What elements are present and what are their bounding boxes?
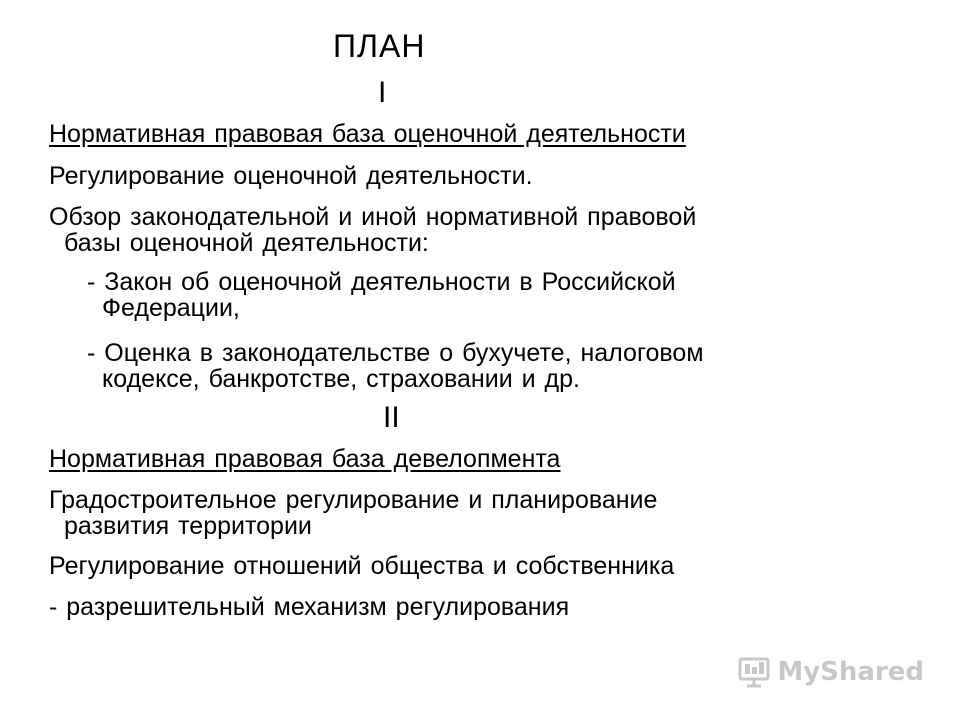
watermark-text: MyShared (777, 657, 924, 687)
slide-title: ПЛАН (333, 28, 426, 64)
section-2-item-1 (49, 487, 909, 539)
section-2-item-3: - разрешительный механизм регулирования (49, 593, 570, 621)
section-1-subitem-1-line-2: Федерации, (102, 294, 240, 322)
section-1-subitem-2-line-1: - Оценка в законодательстве о бухучете, налоговом (87, 339, 704, 367)
section-2-heading: Нормативная правовая база девелопмента (49, 445, 561, 473)
section-2-item-1-line-1: Градостроительное регулирование и планирование (49, 486, 658, 514)
section-2-item-2: Регулирование отношений общества и собственника (49, 552, 675, 580)
section-1-numeral: I (378, 76, 387, 109)
watermark (737, 656, 924, 688)
section-1-subitem-1-line-1: - Закон об оценочной деятельности в Российской (87, 268, 676, 296)
section-1-subitem-1 (87, 269, 907, 321)
section-1-item-2 (49, 204, 909, 256)
section-1-item-2-line-1: Обзор законодательной и иной нормативной правовой (49, 203, 697, 231)
section-1-heading: Нормативная правовая база оценочной деятельности (49, 120, 686, 148)
presentation-screen-icon (737, 656, 771, 688)
section-2-item-1-line-2: развития территории (64, 512, 312, 540)
section-1-subitem-2-line-2: кодексе, банкротстве, страховании и др. (102, 365, 580, 393)
section-1-subitem-2 (87, 340, 907, 392)
section-2-numeral: II (383, 401, 400, 434)
section-1-item-2-line-2: базы оценочной деятельности: (64, 229, 429, 257)
section-1-item-1: Регулирование оценочной деятельности. (49, 162, 533, 190)
